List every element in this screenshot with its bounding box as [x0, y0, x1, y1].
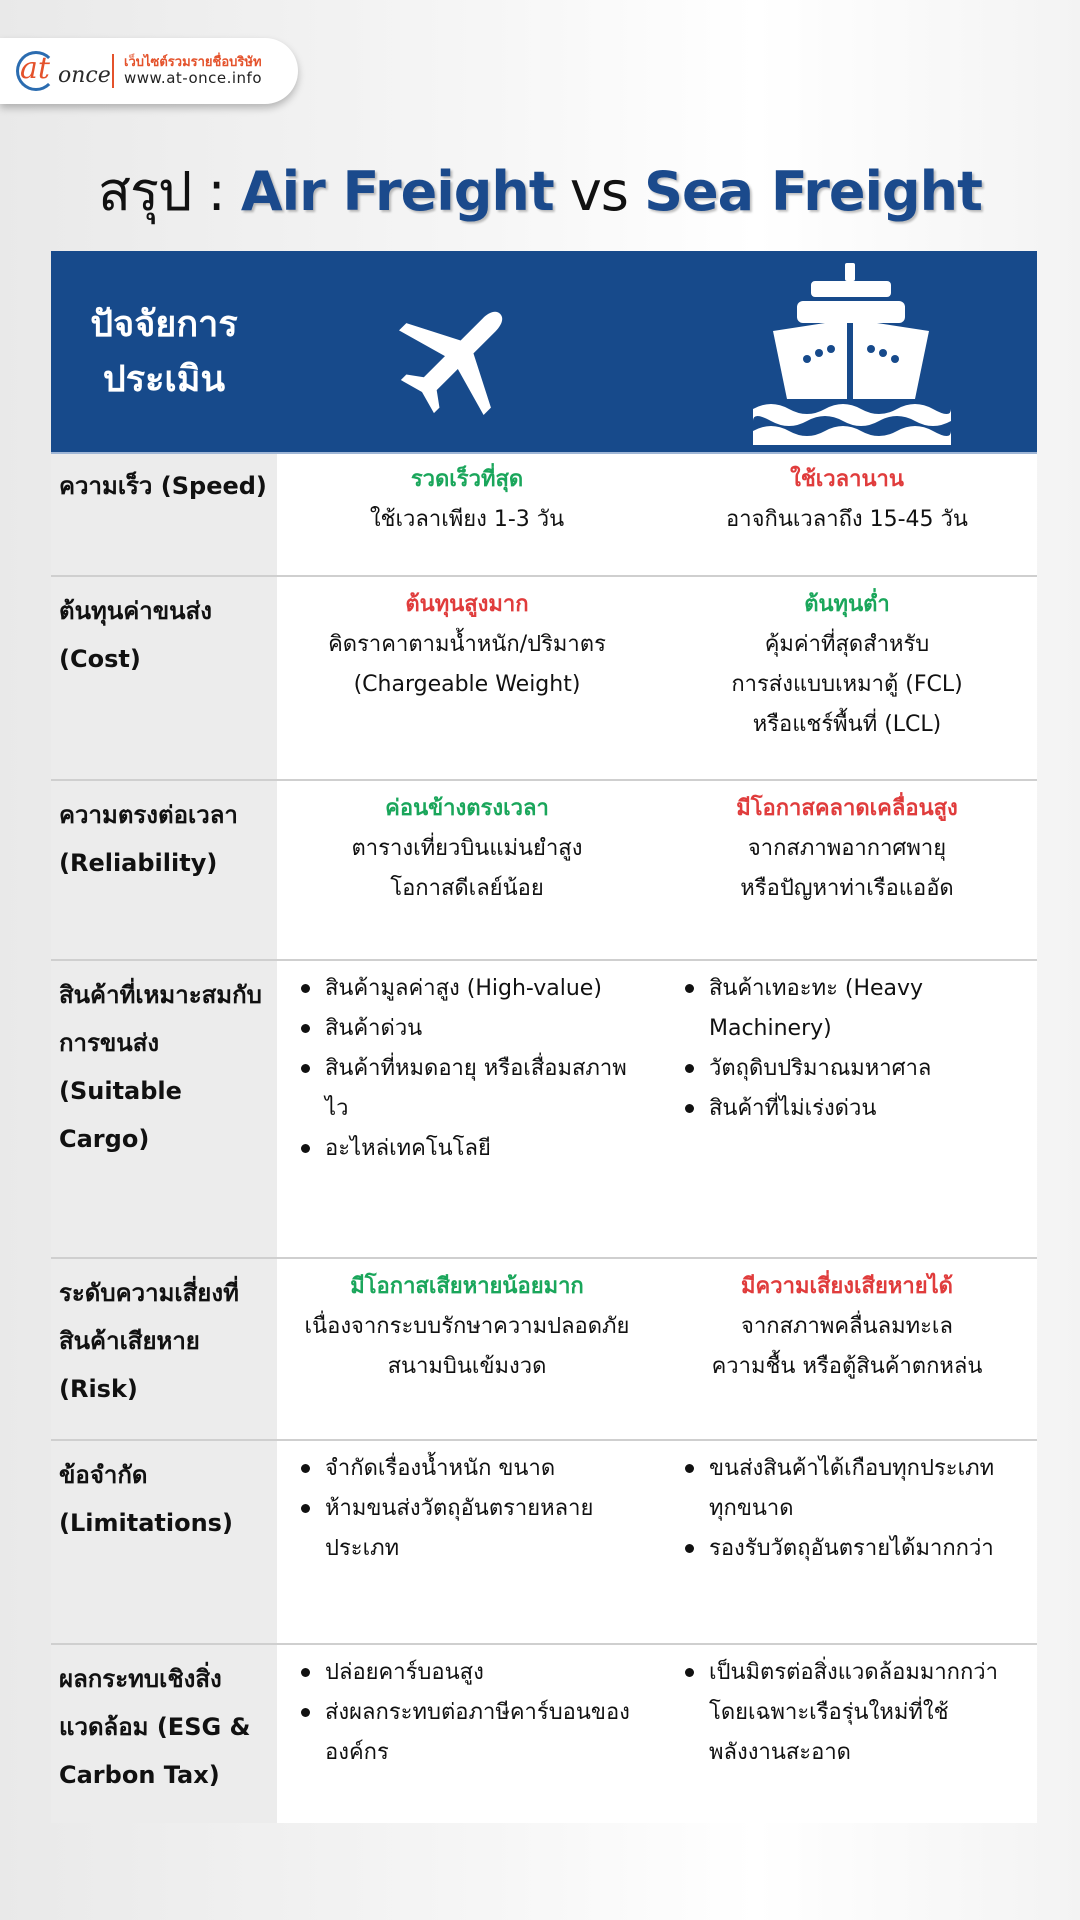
sea-bullet-list — [681, 1653, 1021, 1773]
logo-once: once — [58, 63, 111, 88]
site-logo[interactable] — [0, 38, 298, 104]
list-item: อะไหล่เทคโนโลยี — [297, 1129, 647, 1169]
row-speed — [51, 452, 1037, 575]
air-bullet-list — [297, 1653, 647, 1773]
list-item: เป็นมิตรต่อสิ่งแวดล้อมมากกว่า โดยเฉพาะเรือรุ่นใหม่ที่ใช้พลังงานสะอาด — [681, 1653, 1021, 1773]
list-item: ส่งผลกระทบต่อภาษีคาร์บอนขององค์กร — [297, 1693, 647, 1773]
ship-icon — [751, 259, 951, 449]
air-headline: รวดเร็วที่สุด — [410, 467, 524, 492]
sea-detail: จากสภาพคลื่นลมทะเล — [741, 1314, 953, 1339]
table-header — [51, 251, 1037, 454]
logo-at: at — [20, 51, 50, 86]
row-risk — [51, 1257, 1037, 1441]
page-title — [0, 148, 1080, 234]
air-detail: ตารางเที่ยวบินแม่นยำสูง — [351, 836, 583, 861]
row-label: ผลกระทบเชิงสิ่งแวดล้อม (ESG & Carbon Tax) — [59, 1665, 251, 1789]
list-item: สินค้ามูลค่าสูง (High-value) — [297, 969, 647, 1009]
list-item: สินค้าที่ไม่เร่งด่วน — [681, 1089, 1021, 1129]
sea-detail: อาจกินเวลาถึง 15-45 วัน — [726, 507, 968, 532]
header-label-line1: ปัจจัยการ — [90, 303, 238, 345]
air-detail: โอกาสดีเลย์น้อย — [390, 876, 544, 901]
air-bullet-list — [297, 969, 647, 1169]
air-headline: ต้นทุนสูงมาก — [405, 592, 529, 617]
sea-cell — [657, 585, 1037, 745]
row-label: ระดับความเสี่ยงที่สินค้าเสียหาย (Risk) — [59, 1279, 239, 1403]
air-cell — [277, 585, 657, 705]
logo-divider — [112, 54, 114, 88]
sea-detail: หรือแชร์พื้นที่ (LCL) — [752, 712, 942, 737]
row-label: ข้อจำกัด (Limitations) — [59, 1461, 233, 1537]
air-detail: คิดราคาตามน้ำหนัก/ปริมาตร — [328, 632, 606, 657]
logo-url: www.at-once.info — [124, 68, 263, 87]
air-detail: ใช้เวลาเพียง 1-3 วัน — [369, 507, 565, 532]
sea-bullet-list — [681, 969, 1021, 1129]
sea-detail: หรือปัญหาท่าเรือแออัด — [740, 876, 954, 901]
logo-mark — [20, 49, 111, 93]
row-label: ต้นทุนค่าขนส่ง (Cost) — [59, 597, 212, 673]
title-prefix: สรุป : — [98, 160, 241, 223]
sea-headline: ใช้เวลานาน — [790, 467, 904, 492]
list-item: วัตถุดิบปริมาณมหาศาล — [681, 1049, 1021, 1089]
sea-detail: คุ้มค่าที่สุดสำหรับ — [764, 632, 930, 657]
list-item: สินค้าด่วน — [297, 1009, 647, 1049]
air-cell — [277, 789, 657, 909]
row-esg — [51, 1643, 1037, 1825]
sea-bullet-list — [681, 1449, 1021, 1569]
title-vs: vs — [553, 160, 645, 223]
title-sea: Sea Freight — [644, 160, 982, 223]
header-label — [51, 251, 277, 452]
air-detail: เนื่องจากระบบรักษาความปลอดภัย — [304, 1314, 630, 1339]
row-label: ความตรงต่อเวลา (Reliability) — [59, 801, 238, 877]
list-item: ปล่อยคาร์บอนสูง — [297, 1653, 647, 1693]
title-air: Air Freight — [240, 160, 554, 223]
sea-detail: จากสภาพอากาศพายุ — [747, 836, 947, 861]
airplane-icon — [391, 293, 521, 423]
air-cell — [277, 1267, 657, 1387]
sea-headline: ต้นทุนต่ำ — [804, 592, 890, 617]
sea-cell — [657, 460, 1037, 540]
air-headline: ค่อนข้างตรงเวลา — [385, 796, 549, 821]
air-bullet-list — [297, 1449, 647, 1569]
list-item: สินค้าที่หมดอายุ หรือเสื่อมสภาพไว — [297, 1049, 647, 1129]
row-label: ความเร็ว (Speed) — [59, 472, 267, 500]
list-item: ห้ามขนส่งวัตถุอันตรายหลายประเภท — [297, 1489, 647, 1569]
row-reliability — [51, 779, 1037, 961]
sea-detail: การส่งแบบเหมาตู้ (FCL) — [731, 672, 963, 697]
air-cell — [277, 460, 657, 540]
sea-detail: ความชื้น หรือตู้สินค้าตกหล่น — [711, 1354, 983, 1379]
list-item: รองรับวัตถุอันตรายได้มากกว่า — [681, 1529, 1021, 1569]
row-suitable-cargo — [51, 959, 1037, 1259]
air-headline: มีโอกาสเสียหายน้อยมาก — [350, 1274, 584, 1299]
air-detail: สนามบินเข้มงวด — [387, 1354, 547, 1379]
list-item: ขนส่งสินค้าได้เกือบทุกประเภททุกขนาด — [681, 1449, 1021, 1529]
list-item: จำกัดเรื่องน้ำหนัก ขนาด — [297, 1449, 647, 1489]
logo-tagline: เว็บไซต์รวมรายชื่อบริษัท — [124, 54, 262, 70]
row-limitations — [51, 1439, 1037, 1645]
air-detail: (Chargeable Weight) — [353, 672, 581, 697]
list-item: สินค้าเทอะทะ (Heavy Machinery) — [681, 969, 1021, 1049]
row-label: สินค้าที่เหมาะสมกับการขนส่ง (Suitable Cargo) — [59, 981, 262, 1153]
row-cost — [51, 575, 1037, 781]
sea-headline: มีความเสี่ยงเสียหายได้ — [741, 1274, 953, 1299]
header-label-line2: ประเมิน — [102, 358, 226, 400]
sea-cell — [657, 789, 1037, 909]
sea-cell — [657, 1267, 1037, 1387]
sea-headline: มีโอกาสคลาดเคลื่อนสูง — [736, 796, 958, 821]
